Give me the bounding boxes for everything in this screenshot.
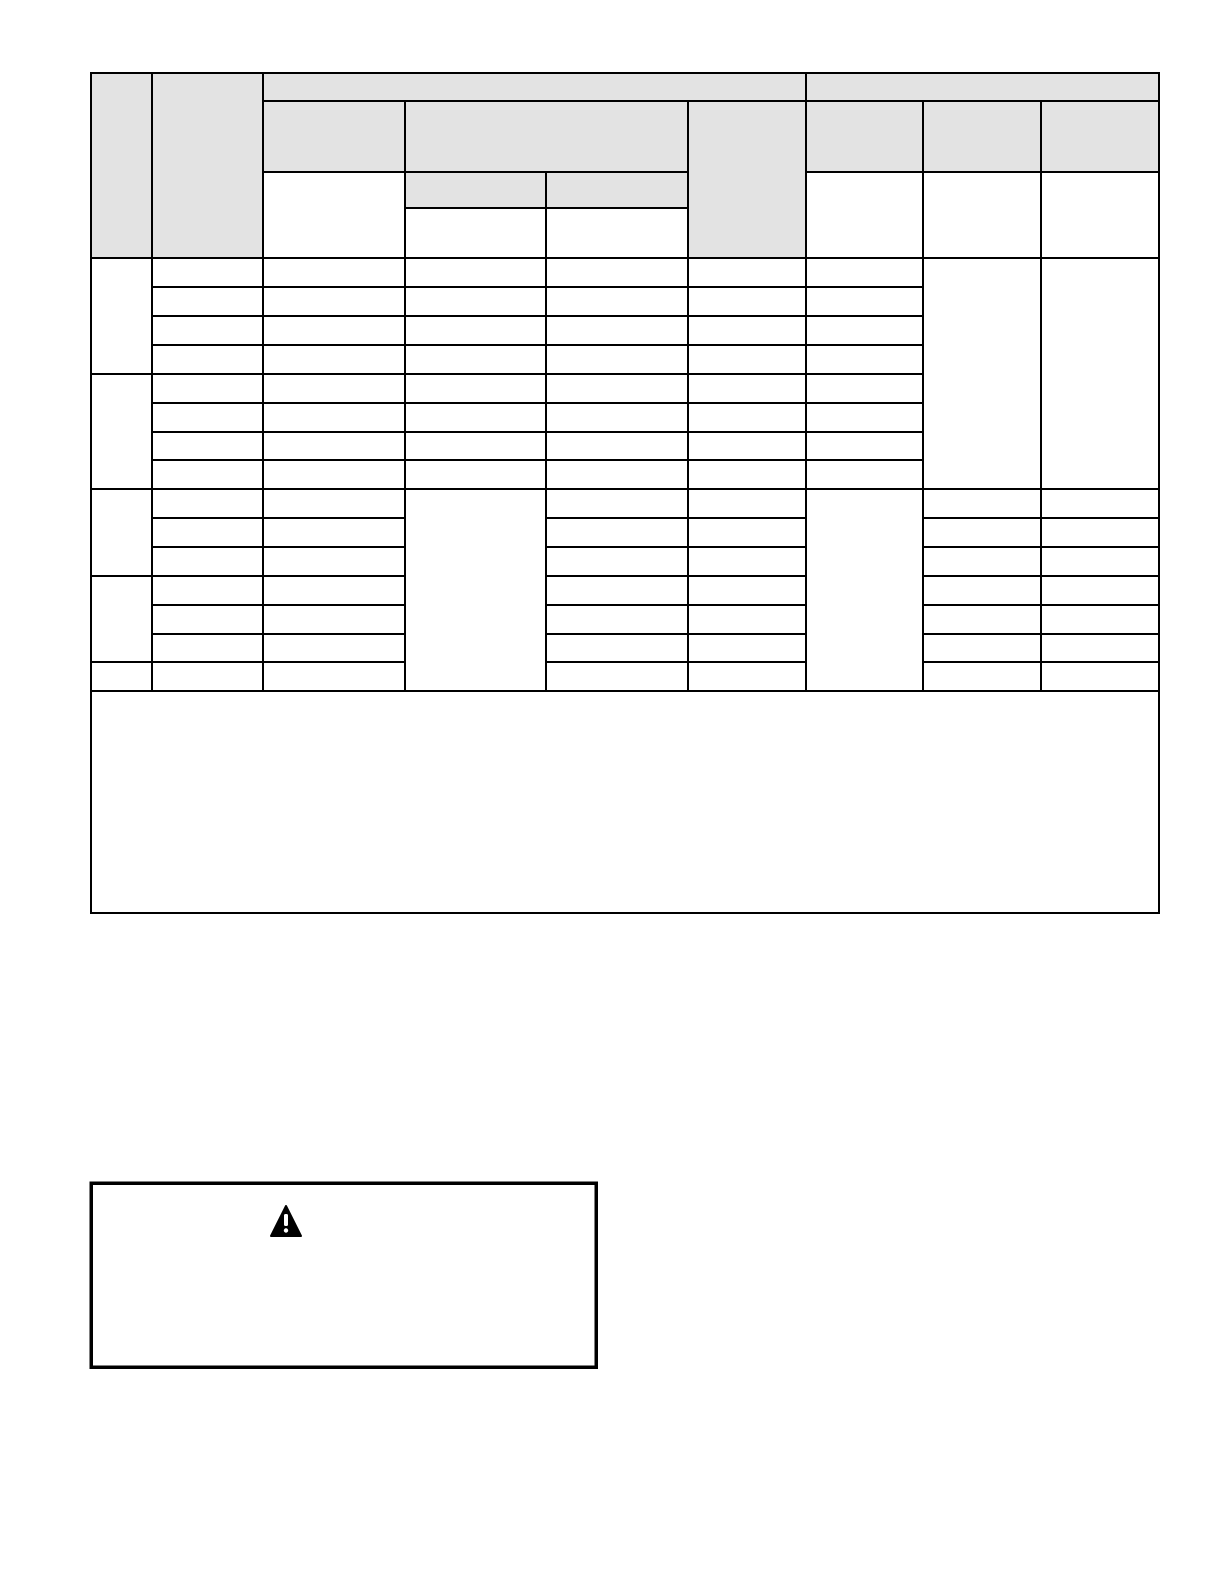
header-group-2 [806, 73, 1159, 101]
header-cell-col-3 [263, 101, 405, 172]
header-subcell-col-4 [405, 172, 546, 208]
header-group-1 [263, 73, 806, 101]
header-cell-col-6 [688, 101, 806, 258]
header-cell-col-9 [1041, 101, 1159, 172]
header-cell-col-8 [923, 101, 1041, 172]
header-subcell-col-5 [546, 172, 688, 208]
header-cell-col-1 [91, 73, 152, 258]
header-cell-col-4-5 [405, 101, 688, 172]
warning-box-frame [91, 1183, 596, 1367]
header-cell-col-2 [152, 73, 263, 258]
spec-table [91, 73, 1159, 913]
warning-box [91, 1183, 596, 1367]
header-cell-col-7 [806, 101, 923, 172]
warning-triangle-icon [271, 1206, 301, 1236]
